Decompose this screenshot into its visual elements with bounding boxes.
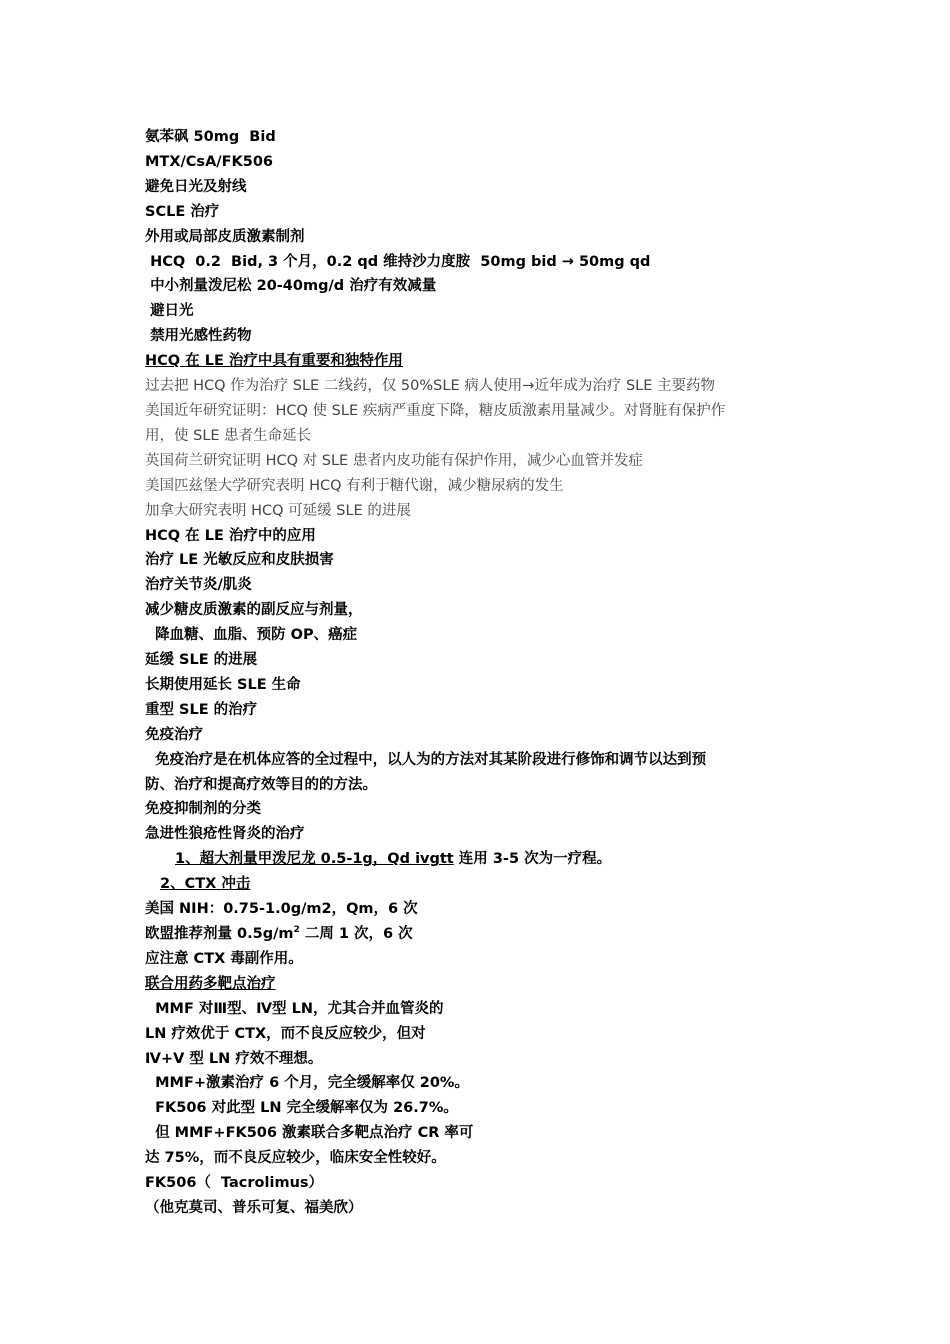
section-heading: 联合用药多靶点治疗	[145, 975, 276, 992]
text-line: 达 75%，而不良反应较少，临床安全性较好。	[145, 1150, 446, 1167]
text-line	[145, 847, 815, 872]
text-line: 避免日光及射线	[145, 178, 247, 195]
text-line	[145, 922, 815, 947]
text-line: 免疫治疗是在机体应答的全过程中，以人为的方法对其某阶段进行修饰和调节以达到预	[145, 751, 707, 768]
text-line: MMF+激素治疗 6 个月，完全缓解率仅 20%。	[145, 1075, 469, 1092]
text-line: （他克莫司、普乐可复、福美欣）	[145, 1199, 363, 1216]
text-line: MMF 对Ⅲ型、Ⅳ型 LN，尤其合并血管炎的	[145, 1000, 444, 1017]
underlined-text: 1、超大剂量甲泼尼龙 0.5-1g，Qd ivgtt	[175, 851, 454, 868]
text-line: 美国近年研究证明：HCQ 使 SLE 疾病严重度下降，糖皮质激素用量减少。对肾脏有保护作	[145, 402, 726, 419]
text-span: 欧盟推荐剂量 0.5g/m	[145, 926, 294, 942]
underlined-text: 2、CTX 冲击	[160, 876, 251, 893]
text-line: 减少糖皮质激素的副反应与剂量，	[145, 602, 363, 619]
text-line: HCQ 0.2 Bid, 3 个月，0.2 qd 维持沙力度胺 50mg bid → 50mg qd	[145, 253, 651, 270]
section-heading: 重型 SLE 的治疗	[145, 701, 258, 718]
text-line: 过去把 HCQ 作为治疗 SLE 二线药，仅 50%SLE 病人使用→近年成为治疗 SLE 主要药物	[145, 378, 716, 395]
text-span: 连用 3-5 次为一疗程。	[453, 851, 612, 868]
section-heading: SCLE 治疗	[145, 203, 220, 220]
text-line: 外用或局部皮质激素制剂	[145, 228, 305, 245]
document-body	[145, 125, 815, 1221]
text-line: 应注意 CTX 毒副作用。	[145, 950, 303, 967]
section-heading: HCQ 在 LE 治疗中具有重要和独特作用	[145, 353, 403, 370]
text-line: 延缓 SLE 的进展	[145, 652, 258, 669]
section-heading: 免疫抑制剂的分类	[145, 801, 261, 818]
text-line: 美国 NIH：0.75-1.0g/m2，Qm，6 次	[145, 901, 418, 918]
superscript: 2	[293, 925, 300, 936]
text-line: 加拿大研究表明 HCQ 可延缓 SLE 的进展	[145, 502, 411, 519]
text-line: 治疗关节炎/肌炎	[145, 577, 252, 594]
text-line: 禁用光感性药物	[145, 328, 252, 345]
text-line: 降血糖、血脂、预防 OP、癌症	[145, 627, 358, 644]
text-line: 避日光	[145, 303, 194, 320]
text-line: 用，使 SLE 患者生命延长	[145, 427, 312, 444]
text-line: 英国荷兰研究证明 HCQ 对 SLE 患者内皮功能有保护作用，减少心血管并发症	[145, 452, 643, 469]
text-line: 防、治疗和提高疗效等目的的方法。	[145, 776, 377, 793]
section-heading: 免疫治疗	[145, 726, 203, 743]
section-heading: 急进性狼疮性肾炎的治疗	[145, 826, 305, 843]
text-line: 中小剂量泼尼松 20-40mg/d 治疗有效减量	[145, 278, 437, 295]
text-line: FK506（ Tacrolimus）	[145, 1175, 324, 1192]
text-line: 但 MMF+FK506 激素联合多靶点治疗 CR 率可	[145, 1125, 474, 1142]
text-line: 氨苯砜 50mg Bid	[145, 129, 276, 145]
text-span: 二周 1 次，6 次	[299, 926, 413, 942]
text-line: 治疗 LE 光敏反应和皮肤损害	[145, 552, 334, 569]
section-heading: HCQ 在 LE 治疗中的应用	[145, 527, 316, 544]
text-line: MTX/CsA/FK506	[145, 153, 273, 170]
text-line	[145, 872, 815, 897]
text-line: LN 疗效优于 CTX，而不良反应较少，但对	[145, 1025, 426, 1042]
text-line: 美国匹兹堡大学研究表明 HCQ 有利于糖代谢，减少糖尿病的发生	[145, 477, 564, 494]
text-line: FK506 对此型 LN 完全缓解率仅为 26.7%。	[145, 1100, 458, 1117]
text-line: Ⅳ+V 型 LN 疗效不理想。	[145, 1050, 323, 1067]
text-line: 长期使用延长 SLE 生命	[145, 676, 301, 693]
